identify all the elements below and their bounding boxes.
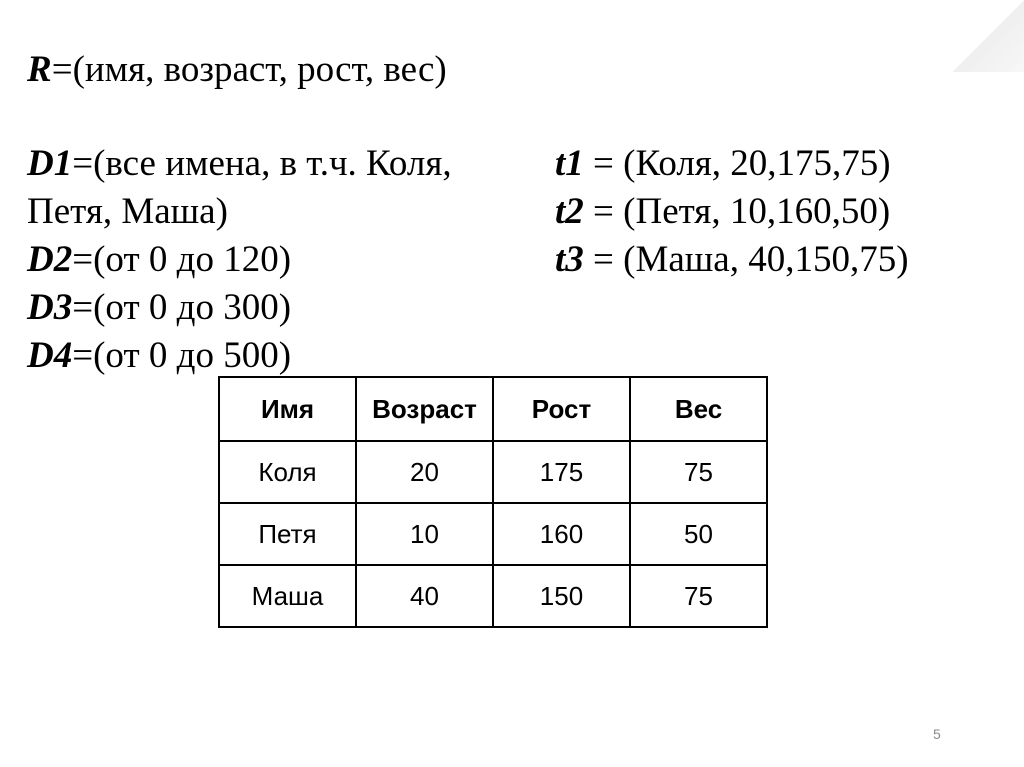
domain-d1-continuation: Петя, Маша) <box>27 191 228 232</box>
table-cell: 160 <box>493 503 630 565</box>
table-cell: 20 <box>356 441 493 503</box>
tuple-text: (Петя, 10,160,50) <box>623 191 891 232</box>
tuple-equals: = <box>583 143 624 184</box>
domain-d3-line <box>27 284 507 332</box>
domain-symbol: D2 <box>27 239 73 280</box>
domain-text: (от 0 до 300) <box>93 287 292 328</box>
column-header-age: Возраст <box>356 377 493 441</box>
domain-text: (от 0 до 120) <box>93 239 292 280</box>
domain-text: (от 0 до 500) <box>93 335 292 376</box>
tuple-text: (Коля, 20,175,75) <box>623 143 891 184</box>
table-cell: Петя <box>219 503 356 565</box>
table-cell: 75 <box>630 441 767 503</box>
domain-symbol: D3 <box>27 287 73 328</box>
column-header-weight: Вес <box>630 377 767 441</box>
domain-d2-line <box>27 236 507 284</box>
table-row <box>219 441 767 503</box>
tuple-text: (Маша, 40,150,75) <box>623 239 909 280</box>
table-cell: 175 <box>493 441 630 503</box>
column-header-height: Рост <box>493 377 630 441</box>
domain-d4-line <box>27 332 507 380</box>
tuple-symbol: t1 <box>555 143 584 184</box>
tuple-t2-line <box>555 188 909 236</box>
table-header-row <box>219 377 767 441</box>
tuple-symbol: t2 <box>555 191 584 232</box>
table-row <box>219 565 767 627</box>
domain-text: (все имена, в т.ч. Коля, <box>93 143 452 184</box>
table-cell: 75 <box>630 565 767 627</box>
table-cell: Коля <box>219 441 356 503</box>
tuple-equals: = <box>583 239 624 280</box>
domain-equals: = <box>72 287 94 328</box>
domain-equals: = <box>72 335 94 376</box>
table-cell: 150 <box>493 565 630 627</box>
relation-definition <box>27 46 447 94</box>
relation-attributes: (имя, возраст, рост, вес) <box>72 49 447 90</box>
relation-table <box>218 376 768 628</box>
column-header-name: Имя <box>219 377 356 441</box>
table-row <box>219 503 767 565</box>
table-cell: 40 <box>356 565 493 627</box>
domains-block <box>27 140 507 380</box>
tuple-equals: = <box>583 191 624 232</box>
domain-equals: = <box>72 239 94 280</box>
tuple-symbol: t3 <box>555 239 584 280</box>
relation-symbol: R <box>27 49 52 90</box>
tuples-block <box>555 140 909 284</box>
page-number: 5 <box>933 726 941 742</box>
domain-d1-line <box>27 140 507 188</box>
table-cell: 50 <box>630 503 767 565</box>
domain-symbol: D4 <box>27 335 73 376</box>
relation-equals: = <box>51 49 73 90</box>
tuple-t3-line <box>555 236 909 284</box>
page-curl-decoration <box>952 0 1024 72</box>
tuple-t1-line <box>555 140 909 188</box>
table-cell: 10 <box>356 503 493 565</box>
domain-equals: = <box>72 143 94 184</box>
domain-symbol: D1 <box>27 143 73 184</box>
table-cell: Маша <box>219 565 356 627</box>
